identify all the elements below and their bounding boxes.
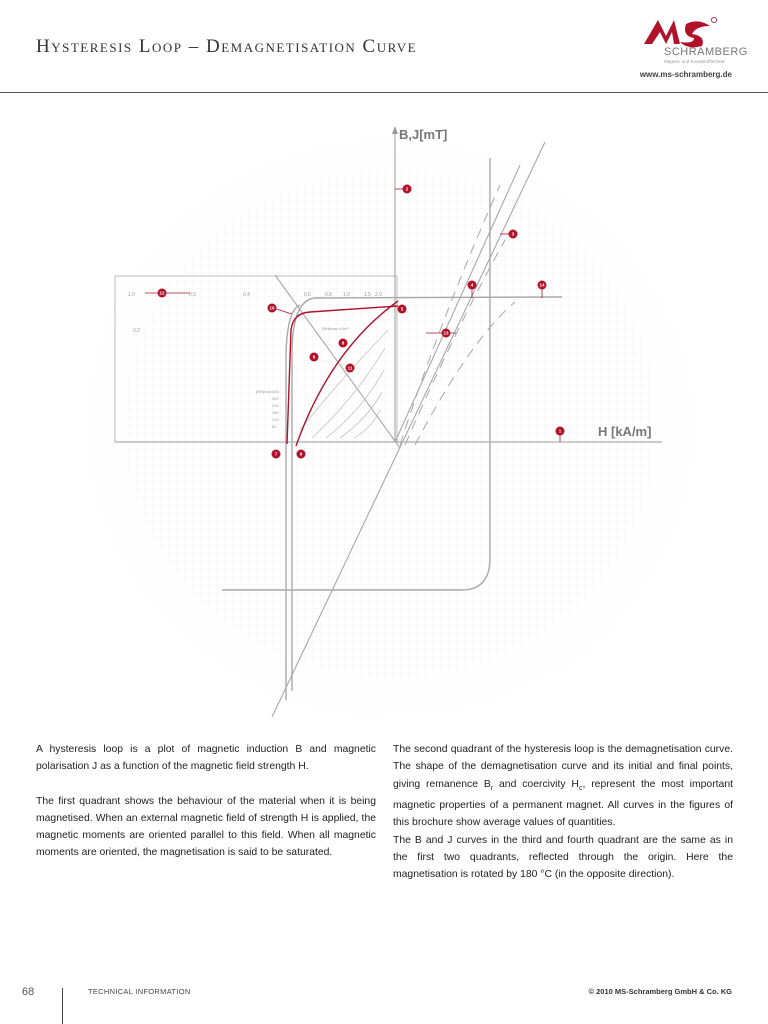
marker-4 (468, 281, 477, 290)
scale-label: 0.4 (243, 292, 250, 298)
scale-label: 0.6 (304, 292, 311, 298)
hysteresis-figure (0, 100, 768, 736)
svg-text:13: 13 (443, 330, 449, 336)
logo-tagline: Magnet- und Kunststofftechnik (664, 59, 725, 64)
footer-divider (62, 988, 63, 1024)
marker-11 (346, 364, 355, 373)
svg-text:8: 8 (341, 340, 345, 346)
svg-text:12: 12 (159, 290, 165, 296)
svg-text:9: 9 (312, 354, 316, 360)
paragraph: The B and J curves in the third and fourth quadrant are the same as in the first two quadrants, reflected through the origin. Here the magnetisation is rotated by 180 °C (in the opposite direction). (393, 834, 733, 881)
footer-section: TECHNICAL INFORMATION (88, 987, 191, 996)
b-axis-label: B,J[mT] (399, 127, 448, 142)
marker-8 (339, 339, 348, 348)
body-left-column (36, 741, 376, 862)
page-title: Hysteresis Loop – Demagnetisation Curve (36, 36, 418, 57)
scale-label: 1.0 (343, 292, 350, 298)
scale-label: 1.5 (364, 292, 371, 298)
svg-text:4: 4 (470, 282, 474, 288)
inset-value: 300 (272, 396, 279, 401)
svg-text:14: 14 (539, 282, 545, 288)
marker-9 (310, 353, 319, 362)
marker-1 (556, 427, 565, 436)
header-rule (0, 92, 768, 93)
h-axis-label: H [kA/m] (598, 424, 652, 439)
inset-value: 160 (272, 410, 279, 415)
paragraph: The second quadrant of the hysteresis loop is the demagnetisation curve. The shape of the demagnetisation curve and its initial and final points, giving remanence $B_r$ and coercivity $H_c$, represent the most important magnetic properties of a permanent magnet. All curves in the figures of this brochure show average values of quantities. (393, 744, 733, 829)
scale-label: 0.5 (189, 292, 196, 298)
inset-value: 120 (272, 417, 279, 422)
background-grid (60, 110, 720, 736)
marker-7 (272, 450, 281, 459)
page-number: 68 (22, 986, 35, 998)
marker-10 (268, 304, 277, 313)
marker-5 (398, 305, 407, 314)
svg-text:1: 1 (558, 428, 562, 434)
marker-6 (297, 450, 306, 459)
inset-left-label: (BH)max (256, 389, 272, 394)
svg-text:11: 11 (347, 365, 353, 371)
marker-3 (509, 230, 518, 239)
inset-value: 80 (272, 424, 277, 429)
svg-text:3: 3 (511, 231, 515, 237)
svg-text:6: 6 (299, 451, 303, 457)
paragraph: A hysteresis loop is a plot of magnetic induction B and magnetic polarisation J as a function of the magnetic field strength H. (36, 744, 376, 773)
scale-label: 1.0 (128, 292, 135, 298)
scale-label: 0.2 (133, 328, 140, 334)
paragraph: The first quadrant shows the behaviour of the material when it is being magnetised. When an external magnetic field of strength H is applied, the magnetic moments are oriented parallel to this field. When all magnetic moments are oriented, the magnetisation is said to be saturated. (36, 795, 376, 859)
inset-header: (BH)max kJ/m³ (322, 326, 349, 331)
body-right-column (393, 741, 733, 883)
svg-text:10: 10 (269, 305, 275, 311)
marker-2 (403, 185, 412, 194)
footer-copyright: © 2010 MS-Schramberg GmbH & Co. KG (588, 987, 732, 996)
svg-text:2: 2 (405, 186, 409, 192)
marker-12 (158, 289, 167, 298)
scale-label: 2.0 (375, 292, 382, 298)
inset-value: 200 (272, 403, 279, 408)
website-url[interactable]: www.ms-schramberg.de (639, 70, 732, 79)
svg-text:5: 5 (400, 306, 404, 312)
inset-value: 400 (272, 389, 279, 394)
logo-wordmark: SCHRAMBERG (664, 46, 748, 58)
marker-14 (538, 281, 547, 290)
scale-label: 0.8 (325, 292, 332, 298)
svg-text:7: 7 (274, 451, 278, 457)
marker-13 (442, 329, 451, 338)
